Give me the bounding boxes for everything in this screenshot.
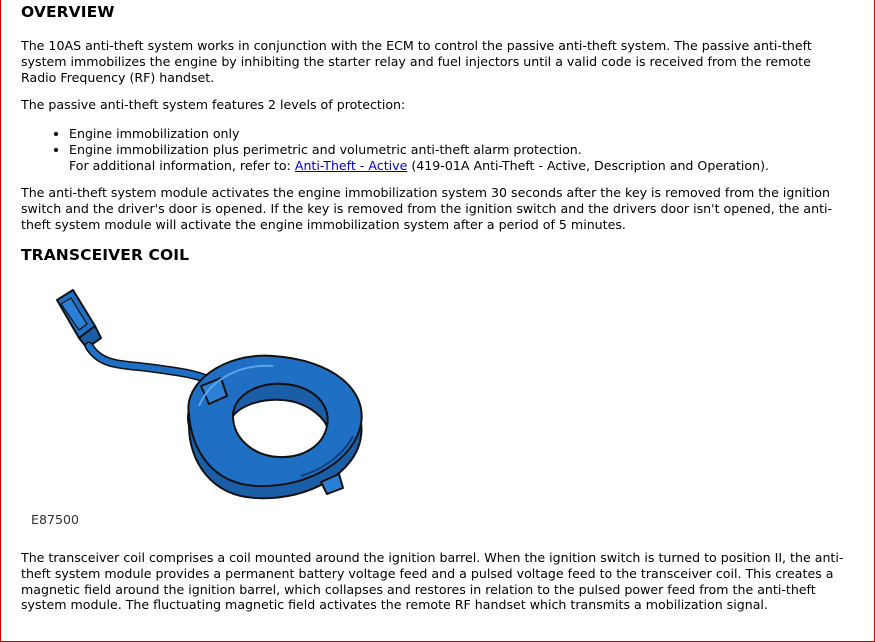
additional-info-suffix: (419-01A Anti-Theft - Active, Description and Operation).	[407, 157, 770, 173]
transceiver-coil-heading: TRANSCEIVER COIL	[21, 246, 190, 264]
coil-body	[188, 356, 362, 499]
overview-paragraph-2: The passive anti-theft system features 2 levels of protection:	[21, 97, 406, 112]
list-item: • Engine immobilization only	[69, 126, 869, 142]
connector-plug	[57, 290, 101, 348]
transceiver-paragraph: The transceiver coil comprises a coil mounted around the ignition barrel. When the ignition switch is turned to position II, the anti-theft system module provides a permanent battery voltage feed and a pulsed voltage feed to the transceiver coil. This creates a magnetic field around the ignition barrel, which collapses and restores in relation to the pulsed power feed from the anti-theft system module. The fluctuating magnetic field activates the remote RF handset which transmits a mobilization signal.	[21, 550, 844, 613]
transceiver-coil-figure	[21, 286, 381, 536]
protection-levels-list	[21, 126, 869, 173]
figure-label: E87500	[31, 512, 80, 527]
overview-heading: OVERVIEW	[21, 3, 115, 21]
list-item-text: Engine immobilization plus perimetric and volumetric anti-theft alarm protection.	[69, 141, 582, 157]
overview-paragraph-1: The 10AS anti-theft system works in conjunction with the ECM to control the passive anti-theft system. The passive anti-theft system immobilizes the engine by inhibiting the starter relay and fuel injectors until a valid code is received from the remote Radio Frequency (RF) handset.	[21, 38, 812, 85]
anti-theft-active-link[interactable]: Anti-Theft - Active	[294, 157, 408, 173]
list-item	[69, 142, 869, 174]
overview-paragraph-3: The anti-theft system module activates the engine immobilization system 30 seconds after the key is removed from the ignition switch and the driver's door is opened. If the key is removed from the ignition switch and the drivers door isn't opened, the anti-theft system module will activate the engine immobilization system after a period of 5 minutes.	[21, 185, 833, 232]
additional-info-prefix: For additional information, refer to:	[69, 157, 295, 173]
transceiver-coil-illustration	[21, 286, 381, 516]
